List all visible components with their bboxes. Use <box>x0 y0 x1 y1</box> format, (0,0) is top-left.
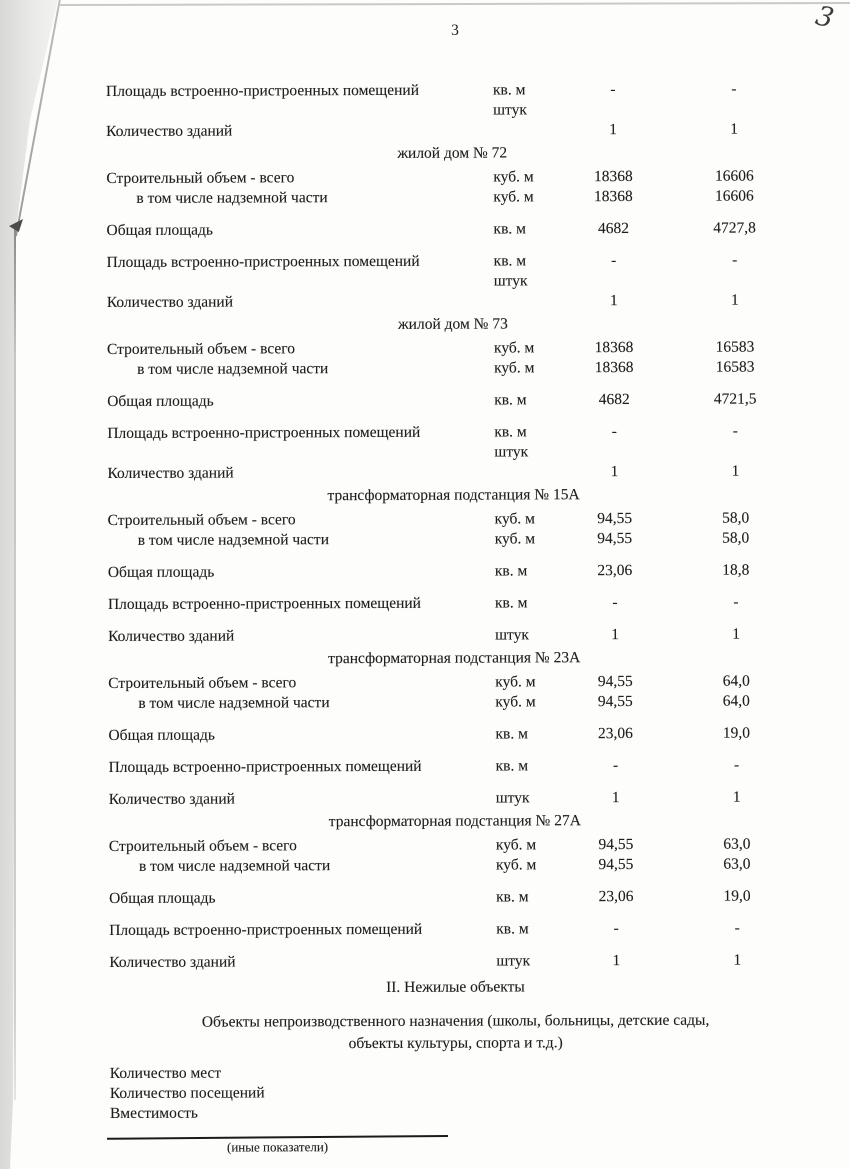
table-row <box>107 337 799 360</box>
row-label: в том числе надземной части <box>137 531 330 549</box>
section-heading: трансформаторная подстанция № 23А <box>328 649 581 668</box>
row-unit: куб. м <box>493 188 534 206</box>
row-value-1: 18368 <box>594 338 634 357</box>
row-unit: кв. м <box>496 888 529 906</box>
table-row <box>106 218 798 241</box>
row-value-2: 64,0 <box>722 672 750 690</box>
row-value-2: 1 <box>733 951 742 969</box>
table-row <box>108 592 800 615</box>
row-value-2: 19,0 <box>722 724 751 742</box>
table-row <box>106 166 798 189</box>
row-value-1: 94,55 <box>597 509 633 528</box>
page-number: 3 <box>451 22 459 39</box>
indicator-item: Вместимость <box>109 1104 198 1122</box>
row-unit: куб. м <box>494 530 536 548</box>
table-row <box>108 560 800 583</box>
row-value-1: 4682 <box>598 390 630 409</box>
row-value-1: 94,55 <box>597 692 633 711</box>
table-row <box>108 528 800 551</box>
row-value-2: 18,8 <box>722 561 750 579</box>
row-value-2: 63,0 <box>723 855 751 873</box>
row-value-2: 1 <box>732 788 741 806</box>
row-label: Площадь встроенно-пристроенных помещений <box>107 594 421 613</box>
table-row <box>108 723 800 746</box>
row-value-2: 16583 <box>715 358 755 376</box>
table-row <box>109 854 801 877</box>
row-unit: штук <box>495 789 530 807</box>
row-value-2: - <box>732 251 738 269</box>
row-unit <box>482 462 557 482</box>
row-value-1: - <box>611 423 617 441</box>
row-unit: кв. м штук <box>494 423 529 461</box>
row-value-1: - <box>613 920 619 938</box>
row-value-1: 1 <box>611 789 620 807</box>
indicator-item: Количество мест <box>109 1064 222 1082</box>
row-unit: кв. м штук <box>493 252 528 290</box>
row-label: Площадь встроенно-пристроенных помещений <box>109 920 423 939</box>
section-heading: жилой дом № 73 <box>397 315 508 333</box>
table-row <box>109 834 801 857</box>
row-unit: куб. м <box>495 836 537 854</box>
row-value-1: 23,06 <box>598 887 634 906</box>
row-label: Площадь встроенно-пристроенных помещений <box>107 423 421 443</box>
row-value-1: 94,55 <box>597 529 633 548</box>
row-value-2: 63,0 <box>723 835 751 853</box>
row-value-2: 64,0 <box>722 692 750 710</box>
row-value-2: 19,0 <box>723 887 751 905</box>
footnote-label: (иные показатели) <box>226 1139 329 1155</box>
row-value-2: 16606 <box>714 167 754 185</box>
row-value-1: - <box>610 81 616 99</box>
table-row <box>107 290 799 313</box>
table-row <box>106 79 798 122</box>
row-label: Количество зданий <box>109 953 236 971</box>
row-value-1: 18368 <box>593 167 633 186</box>
row-unit: кв. м <box>496 920 529 938</box>
row-value-1: 94,55 <box>598 855 634 874</box>
row-label: Строительный объем - всего <box>106 340 296 359</box>
row-label: Количество зданий <box>106 293 234 312</box>
row-value-1: 1 <box>609 292 618 310</box>
table-row <box>107 389 799 412</box>
table-row <box>109 787 801 810</box>
row-label: в том числе надземной части <box>138 694 330 712</box>
table-row <box>109 918 801 941</box>
document-content <box>106 67 802 1156</box>
row-value-2: 58,0 <box>722 509 750 527</box>
row-value-1: 94,55 <box>598 835 634 854</box>
row-label: Общая площадь <box>106 221 214 240</box>
table-row <box>106 186 798 209</box>
row-value-1: - <box>612 757 619 775</box>
row-value-2: - <box>733 593 739 611</box>
row-unit: куб. м <box>495 673 536 691</box>
row-value-2: 4727,8 <box>713 219 756 237</box>
section-nonresidential <box>109 976 802 1156</box>
row-value-2: 1 <box>731 462 740 480</box>
indicators-table <box>106 79 801 973</box>
row-value-1: 18368 <box>593 187 633 206</box>
row-value-2: 4721,5 <box>713 390 757 408</box>
row-label: Строительный объем - всего <box>108 837 297 855</box>
row-label: в том числе надземной части <box>138 857 331 875</box>
row-label: Площадь встроенно-пристроенных помещений <box>106 252 420 272</box>
row-value-2: 1 <box>732 625 740 643</box>
table-row <box>107 421 799 464</box>
table-row <box>109 950 801 973</box>
part2-heading: II. Нежилые объекты <box>386 978 525 996</box>
row-value-1: - <box>611 252 617 270</box>
row-label: Общая площадь <box>108 726 215 744</box>
row-label: Количество зданий <box>106 122 233 141</box>
row-unit: кв. м <box>494 562 528 580</box>
row-unit: штук <box>496 952 531 970</box>
section-heading: жилой дом № 72 <box>397 144 508 162</box>
part2-subheading-line2: объекты культуры, спорта и т.д.) <box>348 1034 563 1053</box>
top-scan-line <box>60 2 850 6</box>
row-value-1: 18368 <box>594 358 634 377</box>
row-label: Общая площадь <box>109 889 216 907</box>
row-value-1: 94,55 <box>597 672 633 691</box>
row-value-2: - <box>732 422 738 440</box>
row-label: Строительный объем - всего <box>107 511 296 530</box>
part2-subheading <box>110 1009 802 1056</box>
table-row <box>107 461 799 484</box>
page-edge-shadow <box>0 0 70 1169</box>
row-unit: куб. м <box>495 693 536 711</box>
row-unit: штук <box>495 626 529 644</box>
row-unit <box>481 120 556 140</box>
table-row <box>108 671 800 694</box>
row-value-2: 1 <box>730 120 739 138</box>
handwritten-page-mark: 3 <box>812 0 837 35</box>
row-value-2: 16606 <box>714 187 754 205</box>
part2-indicator-list <box>110 1061 802 1124</box>
row-label: в том числе надземной части <box>136 189 328 207</box>
part2-subheading-line1: Объекты непроизводственного назначения (школы, больницы, детские сады, <box>201 1011 710 1031</box>
table-row <box>109 886 801 909</box>
table-row <box>106 119 798 142</box>
table-row <box>109 755 801 778</box>
table-row <box>107 250 799 293</box>
row-value-1: 1 <box>611 626 619 644</box>
section-heading: трансформаторная подстанция № 15А <box>327 486 580 505</box>
row-label: Общая площадь <box>107 563 215 582</box>
section-heading: трансформаторная подстанция № 27А <box>328 812 581 831</box>
row-unit: куб. м <box>495 856 537 874</box>
row-value-2: - <box>731 80 737 98</box>
row-label: Площадь встроенно-пристроенных помещений <box>108 757 422 776</box>
row-label: Строительный объем - всего <box>106 169 295 188</box>
row-label: Количество зданий <box>108 627 235 645</box>
row-value-2: 58,0 <box>722 529 750 547</box>
table-row <box>108 508 800 531</box>
row-value-1: 4682 <box>597 219 630 238</box>
row-unit: куб. м <box>494 510 535 528</box>
row-unit <box>482 291 557 311</box>
row-unit: кв. м <box>495 757 529 775</box>
row-unit: куб. м <box>493 168 534 186</box>
table-row <box>108 624 800 647</box>
row-unit: кв. м <box>494 594 528 612</box>
row-label: Площадь встроенно-пристроенных помещений <box>105 81 420 101</box>
row-value-1: 1 <box>610 463 619 481</box>
row-value-2: - <box>734 919 740 937</box>
row-label: Количество зданий <box>108 790 235 808</box>
row-unit: куб. м <box>494 359 535 377</box>
row-value-1: 1 <box>609 121 618 139</box>
row-value-2: - <box>733 756 740 774</box>
row-value-1: 1 <box>612 952 621 970</box>
row-value-1: - <box>612 594 618 612</box>
row-unit: кв. м <box>494 391 527 409</box>
table-row <box>108 691 800 714</box>
row-value-1: 23,06 <box>597 561 633 580</box>
row-label: Строительный объем - всего <box>108 674 297 692</box>
row-label: в том числе надземной части <box>137 360 329 378</box>
row-unit: кв. м <box>495 725 528 743</box>
table-row <box>107 357 799 380</box>
row-label: Общая площадь <box>107 392 214 411</box>
row-unit: кв. м <box>493 220 526 238</box>
row-unit: кв. м штук <box>492 81 527 119</box>
page-edge-line <box>14 228 16 1100</box>
row-label: Количество зданий <box>107 464 234 483</box>
row-value-1: 23,06 <box>597 724 633 743</box>
indicator-item: Количество посещений <box>109 1084 265 1102</box>
row-value-2: 16583 <box>715 338 755 356</box>
row-unit: куб. м <box>493 339 535 357</box>
row-value-2: 1 <box>730 291 739 309</box>
